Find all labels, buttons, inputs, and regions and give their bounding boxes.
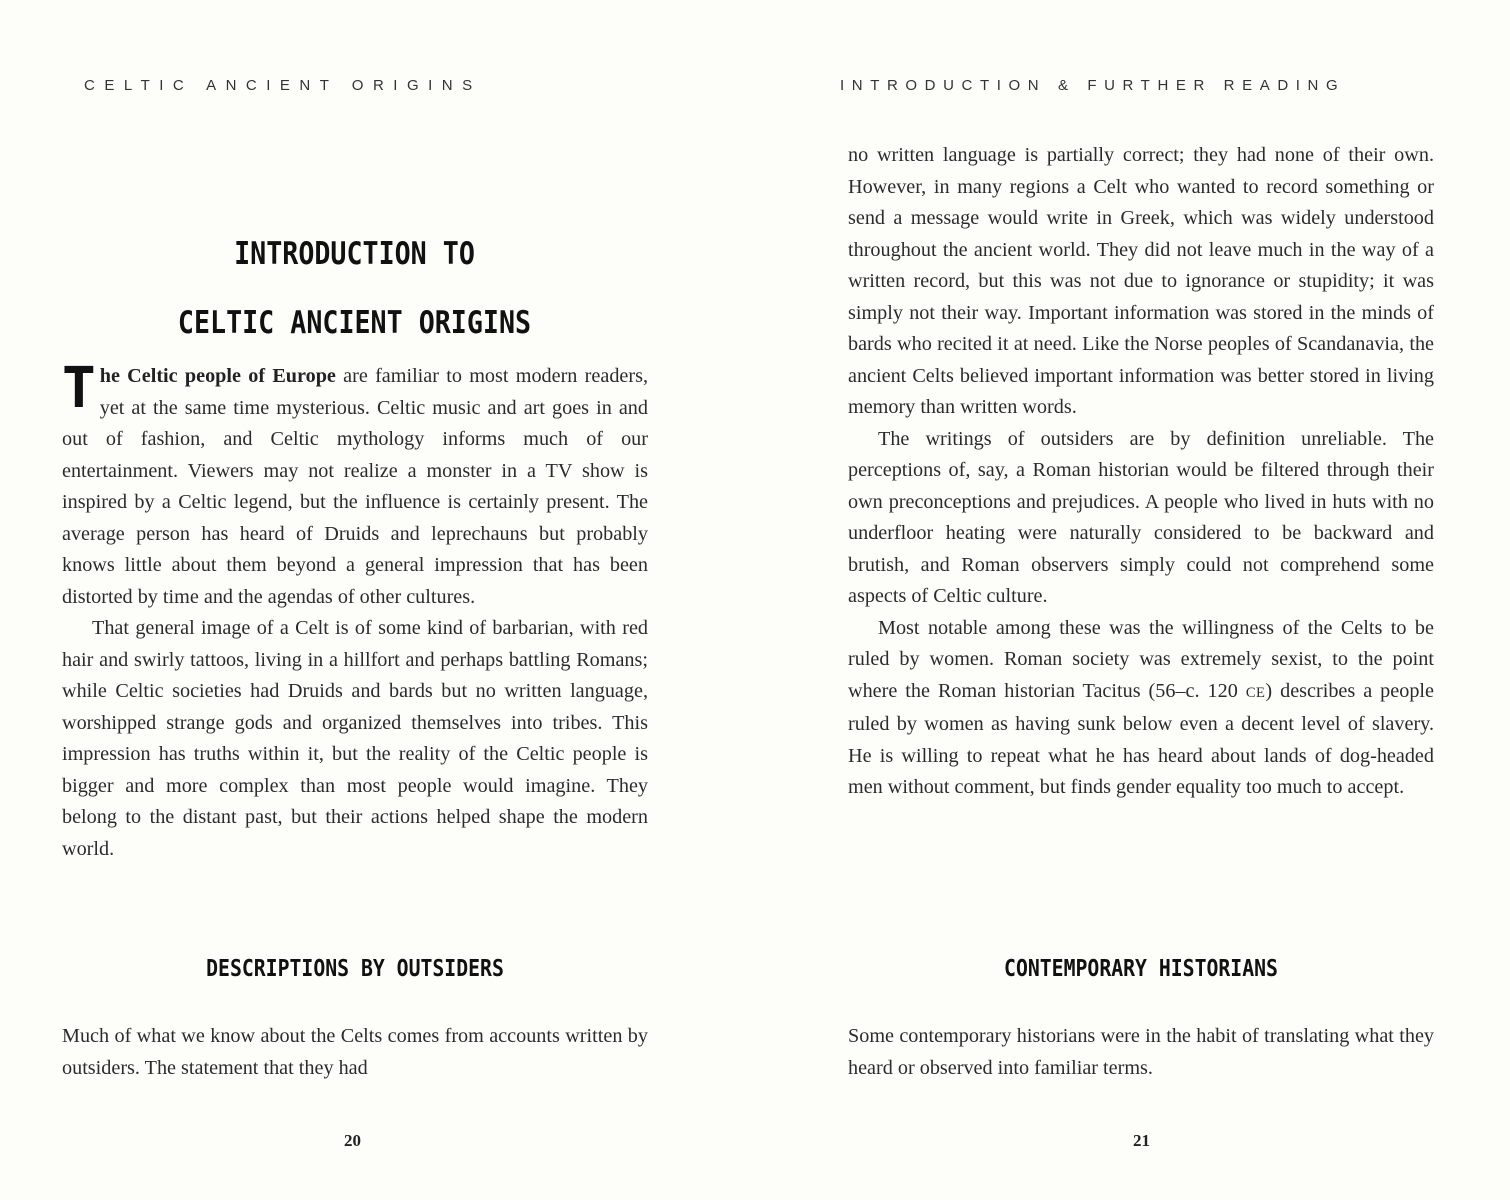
right-body-text (848, 140, 1434, 804)
right-page (755, 0, 1510, 1200)
left-paragraph-3: Much of what we know about the Celts comes from accounts written by outsiders. The statement that they had (62, 1025, 648, 1079)
era-abbreviation: CE (1245, 684, 1266, 701)
running-head-left: CELTIC ANCIENT ORIGINS (84, 77, 482, 94)
right-paragraph-2: The writings of outsiders are by definition unreliable. The perceptions of, say, a Roman historian would be filtered through their own preconceptions and prejudices. A people who lived in huts with no underfloor heating were naturally considered to be backward and brutish, and Roman observers simply could not comprehend some aspects of Celtic culture. (848, 427, 1434, 607)
right-body-text-2 (848, 1021, 1434, 1084)
right-paragraph-3-part2: ) describes a people ruled by women as having sunk below even a decent level of slavery. He is willing to repeat what he has heard about lands of dog-headed men without comment, but finds gender equality too much to accept. (848, 679, 1434, 798)
chapter-title-line2: CELTIC ANCIENT ORIGINS (177, 305, 532, 341)
running-head-right: INTRODUCTION & FURTHER READING (840, 77, 1346, 94)
right-paragraph-3-part1: Most notable among these was the willingness of the Celts to be ruled by women. Roman society was extremely sexist, to the point where the Roman historian Tacitus (56–c. 120 (848, 616, 1434, 702)
page-number-left: 20 (344, 1131, 361, 1150)
chapter-title (103, 220, 606, 358)
left-paragraph-1-text: are familiar to most modern readers, yet at the same time mysterious. Celtic music and art goes in and out of fashion, and Celtic mythology informs much of our entertainment. Viewers may not realize a monster in a TV show is inspired by a Celtic legend, but the influence is certainly present. The average person has heard of Druids and leprechauns but probably knows little about them beyond a general impression that has been distorted by time and the agendas of other cultures. (62, 365, 648, 608)
right-paragraph-1: no written language is partially correct; they had none of their own. However, in many regions a Celt who wanted to record something or send a message would write in Greek, which was widely understood throughout the ancient world. They did not leave much in the way of a written record, but this was not due to ignorance or stupidity; it was simply not their way. Important information was stored in the minds of bards who recited it at need. Like the Norse peoples of Scandanavia, the ancient Celts believed important information was better stored in living memory than written words. (848, 144, 1434, 418)
section-heading-outsiders: DESCRIPTIONS BY OUTSIDERS (206, 956, 504, 982)
right-paragraph-4: Some contemporary historians were in the habit of translating what they heard or observed into familiar terms. (848, 1025, 1434, 1079)
lead-in: he Celtic people of Europe (99, 365, 336, 387)
page-number-right: 21 (1133, 1131, 1150, 1150)
left-body-text-2 (62, 1021, 648, 1084)
right-paragraph-3 (848, 613, 1434, 804)
drop-cap: T (62, 356, 96, 421)
section-heading-historians: CONTEMPORARY HISTORIANS (1004, 956, 1278, 982)
left-body-text (62, 356, 648, 865)
left-paragraph-2: That general image of a Celt is of some kind of barbarian, with red hair and swirly tattoos, living in a hillfort and perhaps battling Romans; while Celtic societies had Druids and bards but no written language, worshipped strange gods and organized themselves into tribes. This impression has truths within it, but the reality of the Celtic people is bigger and more complex than most people would imagine. They belong to the distant past, but their actions helped shape the modern world. (62, 617, 648, 860)
chapter-title-line1: INTRODUCTION TO (234, 236, 475, 272)
left-paragraph-1 (62, 356, 648, 613)
